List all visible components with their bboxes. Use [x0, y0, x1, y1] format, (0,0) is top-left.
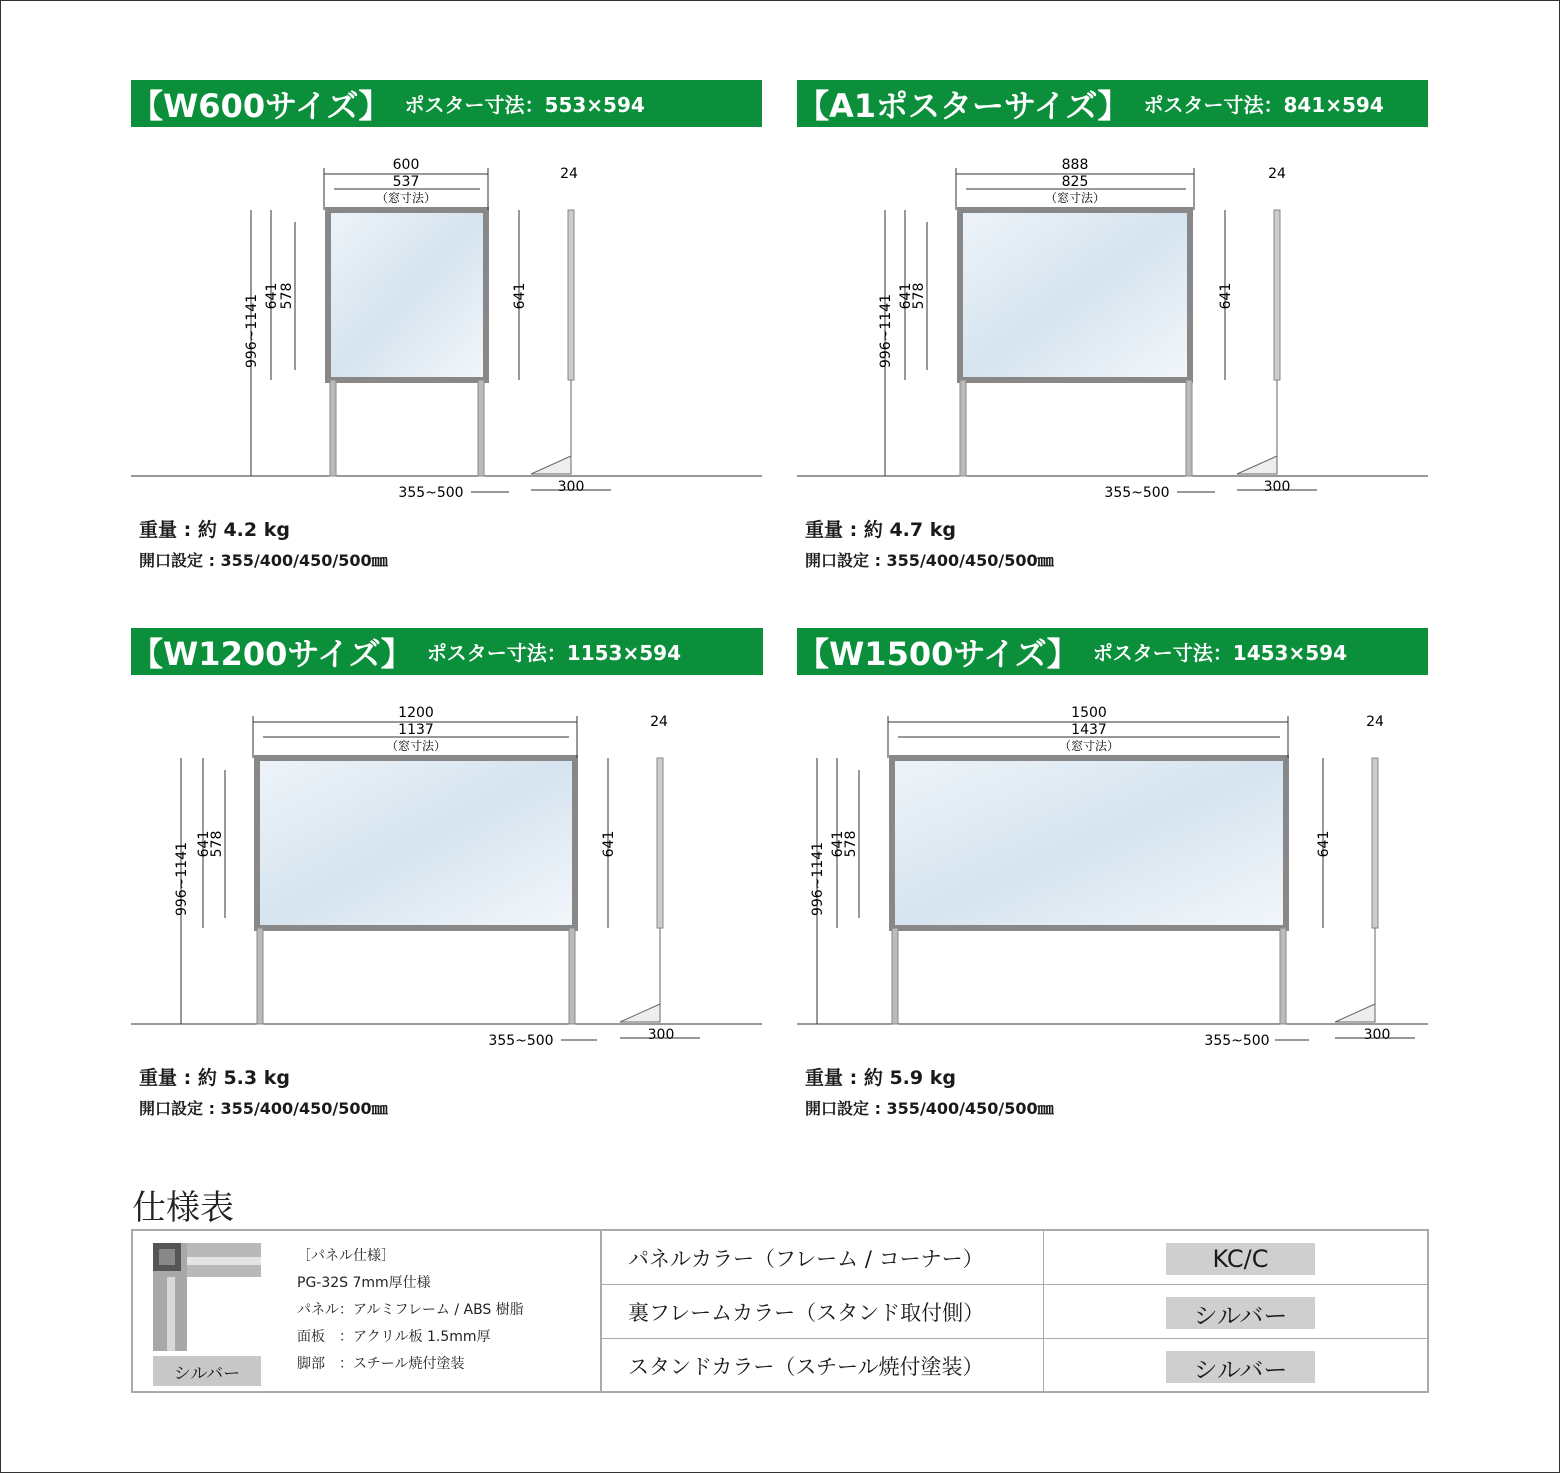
dim-depth: 24: [1268, 166, 1286, 182]
dim-height-window: 578: [209, 830, 225, 858]
section-title: 【W1500サイズ】: [797, 634, 1079, 673]
dim-opening: 355~500: [488, 1033, 554, 1049]
dim-base: 300: [647, 1027, 675, 1043]
spec-row-value: シルバー: [1166, 1297, 1315, 1329]
dim-window-note: （窓寸法）: [375, 191, 437, 205]
opening-setting: 開口設定 : 355/400/450/500㎜: [139, 1099, 388, 1118]
dim-width-outer: 1200: [398, 705, 434, 721]
weight: 重量 : 約 5.3 kg: [139, 1067, 290, 1089]
section-title: 【A1ポスターサイズ】: [797, 86, 1130, 125]
dim-height-panel: 641: [264, 282, 280, 310]
weight: 重量 : 約 5.9 kg: [805, 1067, 956, 1089]
dim-depth: 24: [560, 166, 578, 182]
poster-size: ポスター寸法：553×594: [404, 93, 645, 117]
dim-height-window: 578: [279, 282, 295, 310]
dim-depth: 24: [650, 714, 668, 730]
weight: 重量 : 約 4.2 kg: [139, 519, 290, 541]
dim-height-total: 996~1141: [810, 841, 826, 917]
spec-line: PG-32S 7mm厚仕様: [297, 1275, 431, 1291]
dimension-drawing: [131, 704, 763, 1064]
dim-height-total: 996~1141: [174, 841, 190, 917]
dim-width-outer: 1500: [1071, 705, 1107, 721]
spec-line: 脚部 ：スチール焼付塗装: [297, 1356, 465, 1372]
dim-height-panel: 641: [898, 282, 914, 310]
spec-row-value: シルバー: [1166, 1351, 1315, 1383]
spec-row-value: KC/C: [1166, 1243, 1315, 1275]
spec-row: [600, 1339, 1429, 1392]
spec-row-label: 裏フレームカラー（スタンド取付側）: [628, 1300, 985, 1325]
dim-width-outer: 888: [1061, 157, 1089, 173]
spec-details: [133, 1231, 602, 1391]
opening-setting: 開口設定 : 355/400/450/500㎜: [139, 551, 388, 570]
dimension-drawing: [131, 156, 763, 516]
dim-height-total: 996~1141: [878, 293, 894, 369]
dim-width-window: 1137: [398, 722, 434, 738]
dimension-drawing: [797, 704, 1429, 1064]
weight: 重量 : 約 4.7 kg: [805, 519, 956, 541]
section-w1200: [131, 628, 763, 1128]
dim-width-outer: 600: [392, 157, 420, 173]
frame-corner-swatch: [153, 1243, 261, 1351]
dim-window-note: （窓寸法）: [1044, 191, 1106, 205]
dim-base: 300: [1263, 479, 1291, 495]
swatch-label: シルバー: [153, 1356, 261, 1386]
poster-size: ポスター寸法：1453×594: [1092, 641, 1347, 665]
dim-side-height: 641: [512, 282, 528, 310]
spec-row: [600, 1231, 1429, 1285]
dim-opening: 355~500: [1104, 485, 1170, 501]
spec-lines: [297, 1243, 524, 1378]
opening-setting: 開口設定 : 355/400/450/500㎜: [805, 1099, 1054, 1118]
dim-width-window: 1437: [1071, 722, 1107, 738]
dim-window-note: （窓寸法）: [1058, 739, 1120, 753]
dim-base: 300: [557, 479, 585, 495]
poster-size: ポスター寸法：841×594: [1143, 93, 1384, 117]
spec-line: ［パネル仕様］: [297, 1248, 395, 1264]
dim-opening: 355~500: [398, 485, 464, 501]
divider: [1043, 1285, 1044, 1339]
dim-side-height: 641: [1316, 830, 1332, 858]
spec-row: [600, 1285, 1429, 1339]
dim-window-note: （窓寸法）: [385, 739, 447, 753]
dim-side-height: 641: [1218, 282, 1234, 310]
dim-side-height: 641: [601, 830, 617, 858]
section-banner: [131, 80, 762, 127]
dim-width-window: 537: [392, 174, 420, 190]
spec-line: パネル：アルミフレーム / ABS 樹脂: [297, 1302, 524, 1318]
spec-line: 面板 ：アクリル板 1.5mm厚: [297, 1329, 491, 1345]
section-title: 【W600サイズ】: [131, 86, 391, 125]
section-banner: [797, 80, 1428, 127]
spec-title: 仕様表: [132, 1188, 234, 1228]
section-w1500: [797, 628, 1429, 1128]
spec-row-label: スタンドカラー（スチール焼付塗装）: [628, 1354, 984, 1379]
section-w600: [131, 80, 763, 580]
spec-row-label: パネルカラー（フレーム / コーナー）: [628, 1246, 984, 1271]
dim-opening: 355~500: [1204, 1033, 1270, 1049]
divider: [1043, 1339, 1044, 1393]
dim-height-total: 996~1141: [244, 293, 260, 369]
section-a1: [797, 80, 1429, 580]
dim-width-window: 825: [1061, 174, 1089, 190]
dim-height-window: 578: [911, 282, 927, 310]
opening-setting: 開口設定 : 355/400/450/500㎜: [805, 551, 1054, 570]
section-title: 【W1200サイズ】: [131, 634, 413, 673]
dim-base: 300: [1363, 1027, 1391, 1043]
divider: [1043, 1231, 1044, 1285]
dim-height-panel: 641: [830, 830, 846, 858]
dim-depth: 24: [1366, 714, 1384, 730]
spec-table: [131, 1229, 1429, 1393]
dimension-drawing: [797, 156, 1429, 516]
dim-height-window: 578: [843, 830, 859, 858]
dim-height-panel: 641: [196, 830, 212, 858]
poster-size: ポスター寸法：1153×594: [426, 641, 681, 665]
section-banner: [797, 628, 1428, 675]
section-banner: [131, 628, 763, 675]
